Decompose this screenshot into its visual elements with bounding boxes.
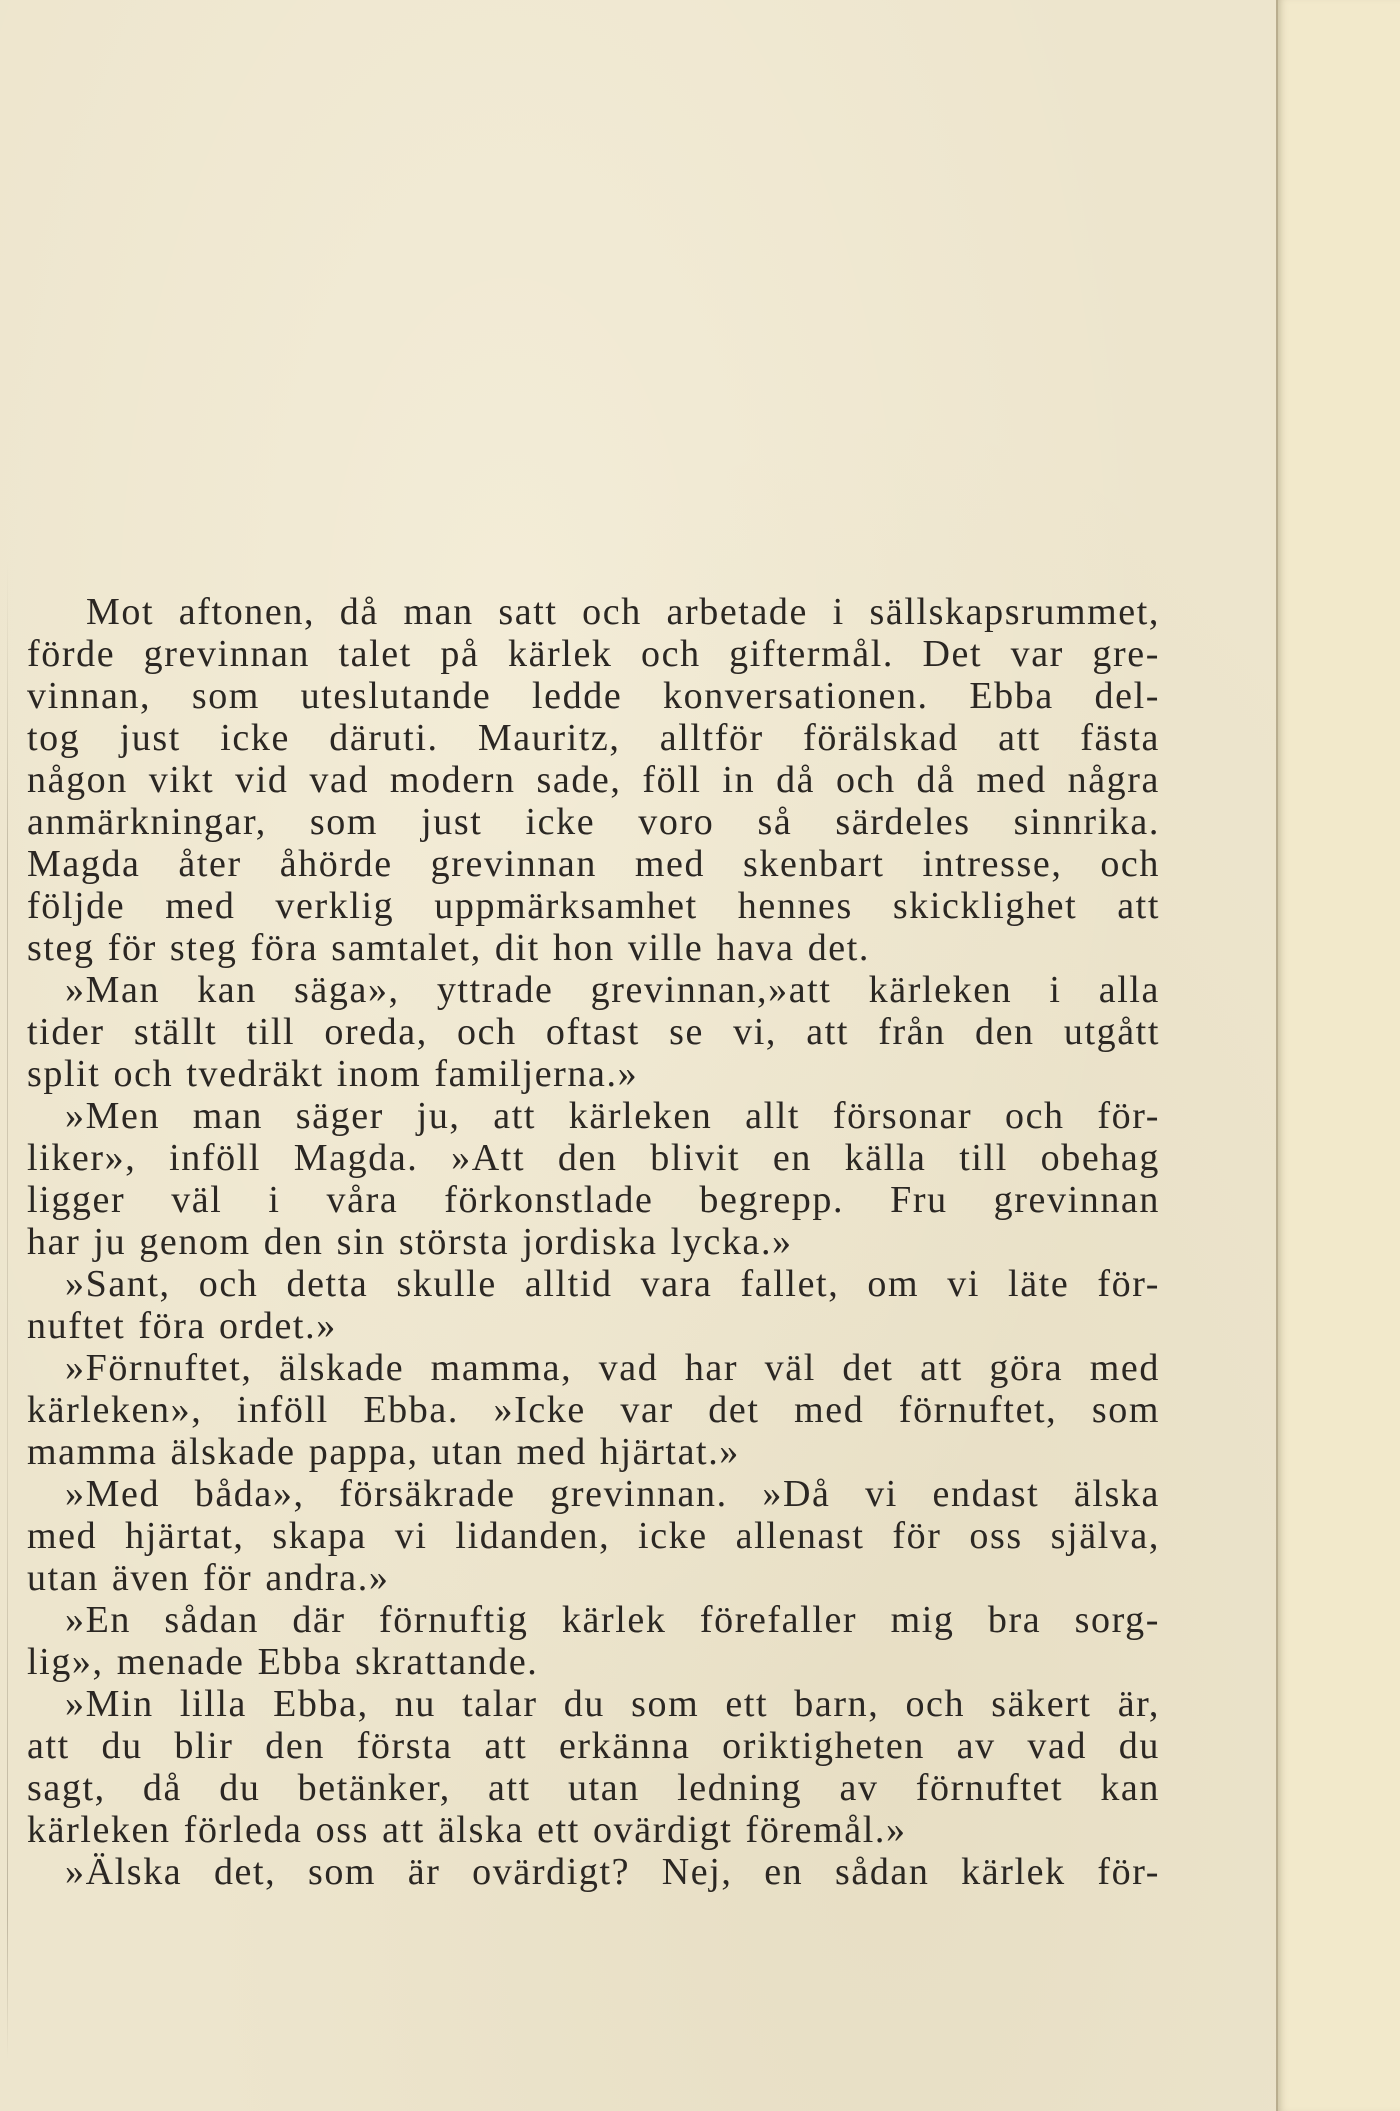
text-block (27, 591, 1160, 1893)
text-line: sagt, då du betänker, att utan ledning av förnuftet kan (27, 1767, 1160, 1809)
text-line: »Förnuftet, älskade mamma, vad har väl det att göra med (65, 1347, 1160, 1389)
text-line: Magda åter åhörde grevinnan med skenbart intresse, och (27, 843, 1160, 885)
text-line: ligger väl i våra förkonstlade begrepp. Fru grevinnan (27, 1179, 1160, 1221)
page-scan-mark (7, 560, 8, 2060)
text-line: »Sant, och detta skulle alltid vara fallet, om vi läte för- (65, 1263, 1160, 1305)
paragraph (27, 1263, 1160, 1347)
text-line: Mot aftonen, då man satt och arbetade i sällskapsrummet, (86, 591, 1160, 633)
text-line: liker», inföll Magda. »Att den blivit en källa till obehag (27, 1137, 1160, 1179)
text-line: nuftet föra ordet.» (27, 1305, 337, 1347)
text-line: steg för steg föra samtalet, dit hon ville hava det. (27, 927, 871, 969)
paragraph (27, 1683, 1160, 1851)
text-line: förde grevinnan talet på kärlek och giftermål. Det var gre- (27, 633, 1160, 675)
text-line: »Man kan säga», yttrade grevinnan,»att kärleken i alla (65, 969, 1160, 1011)
text-line: kärleken», inföll Ebba. »Icke var det med förnuftet, som (27, 1389, 1160, 1431)
paragraph (27, 1347, 1160, 1473)
text-line: tog just icke däruti. Mauritz, alltför förälskad att fästa (27, 717, 1160, 759)
text-line: tider ställt till oreda, och oftast se vi, att från den utgått (27, 1011, 1160, 1053)
text-line: »En sådan där förnuftig kärlek förefaller mig bra sorg- (65, 1599, 1160, 1641)
text-line: lig», menade Ebba skrattande. (27, 1641, 539, 1683)
text-line: har ju genom den sin största jordiska lycka.» (27, 1221, 793, 1263)
text-line: vinnan, som uteslutande ledde konversationen. Ebba del- (27, 675, 1160, 717)
text-line: split och tvedräkt inom familjerna.» (27, 1053, 639, 1095)
text-line: följde med verklig uppmärksamhet hennes skicklighet att (27, 885, 1160, 927)
text-line: »Älska det, som är ovärdigt? Nej, en sådan kärlek för- (65, 1851, 1160, 1893)
text-line: med hjärtat, skapa vi lidanden, icke allenast för oss själva, (27, 1515, 1160, 1557)
text-line: »Med båda», försäkrade grevinnan. »Då vi endast älska (65, 1473, 1160, 1515)
text-line: någon vikt vid vad modern sade, föll in då och då med några (27, 759, 1160, 801)
paragraph (27, 591, 1160, 969)
text-line: att du blir den första att erkänna oriktigheten av vad du (27, 1725, 1160, 1767)
paragraph (27, 1599, 1160, 1683)
paragraph (27, 969, 1160, 1095)
paragraph (27, 1095, 1160, 1263)
text-line: »Min lilla Ebba, nu talar du som ett barn, och säkert är, (65, 1683, 1160, 1725)
paragraph (27, 1851, 1160, 1893)
text-line: kärleken förleda oss att älska ett ovärdigt föremål.» (27, 1809, 907, 1851)
text-line: »Men man säger ju, att kärleken allt försonar och för- (65, 1095, 1160, 1137)
page-edge (1276, 0, 1400, 2111)
text-line: mamma älskade pappa, utan med hjärtat.» (27, 1431, 740, 1473)
paragraph (27, 1473, 1160, 1599)
text-line: anmärkningar, som just icke voro så särdeles sinnrika. (27, 801, 1160, 843)
text-line: utan även för andra.» (27, 1557, 390, 1599)
